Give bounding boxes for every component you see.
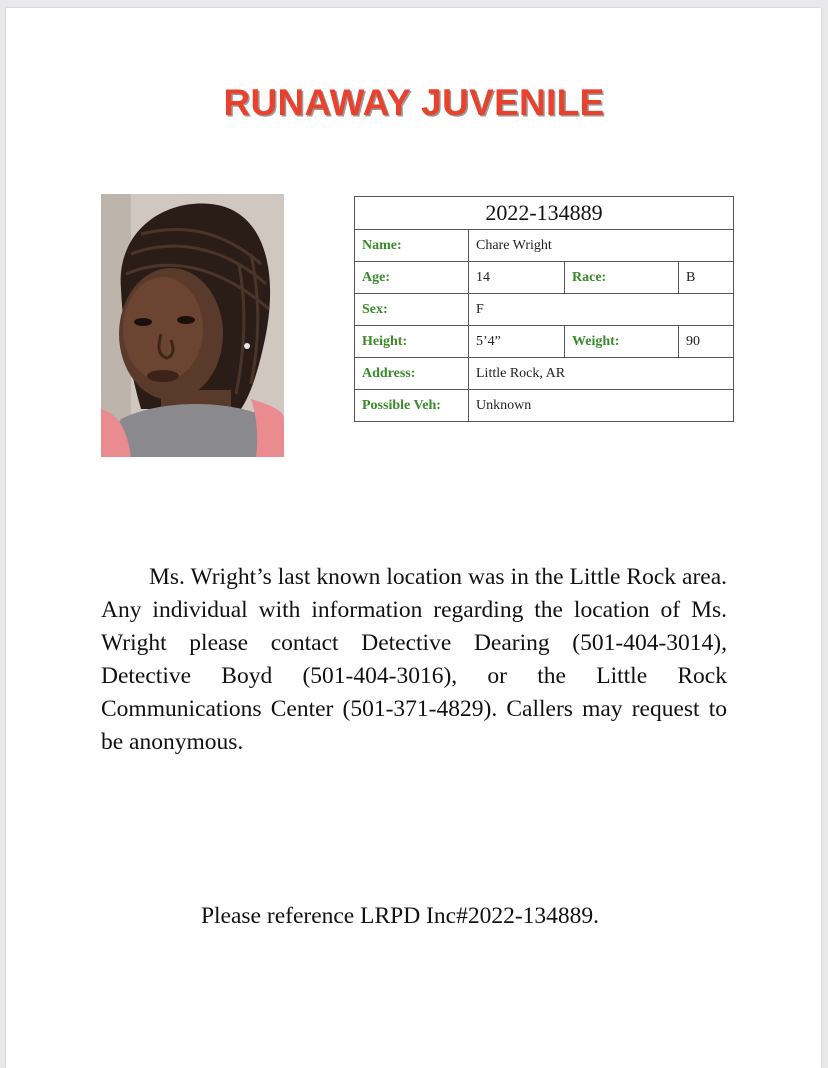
name-row	[355, 230, 734, 262]
sex-value: F	[469, 294, 734, 326]
vehicle-value: Unknown	[469, 390, 734, 422]
name-value: Chare Wright	[469, 230, 734, 262]
address-row	[355, 358, 734, 390]
subject-photo	[101, 194, 284, 457]
address-value: Little Rock, AR	[469, 358, 734, 390]
address-label: Address:	[355, 358, 469, 390]
age-label: Age:	[355, 262, 469, 294]
height-label: Height:	[355, 326, 469, 358]
height-weight-row	[355, 326, 734, 358]
sex-row	[355, 294, 734, 326]
height-value: 5’4”	[469, 326, 565, 358]
body-paragraph: Ms. Wright’s last known location was in the Little Rock area. Any individual with information regarding the location of Ms. Wright please contact Detective Dearing (501-404-3014), Detective Boyd (501-404-3016), or the Little Rock Communications Center (501-371-4829). Callers may request to be anonymous.	[101, 564, 727, 755]
reference-line: Please reference LRPD Inc#2022-134889.	[200, 903, 600, 929]
age-race-row	[355, 262, 734, 294]
weight-label: Weight:	[565, 326, 679, 358]
vehicle-label: Possible Veh:	[355, 390, 469, 422]
race-label: Race:	[565, 262, 679, 294]
page-title: RUNAWAY JUVENILE	[223, 82, 605, 123]
vehicle-row	[355, 390, 734, 422]
case-number-row	[355, 197, 734, 230]
case-number: 2022-134889	[355, 197, 734, 230]
weight-value: 90	[679, 326, 734, 358]
age-value: 14	[469, 262, 565, 294]
sex-label: Sex:	[355, 294, 469, 326]
name-label: Name:	[355, 230, 469, 262]
info-table	[354, 196, 734, 422]
race-value: B	[679, 262, 734, 294]
